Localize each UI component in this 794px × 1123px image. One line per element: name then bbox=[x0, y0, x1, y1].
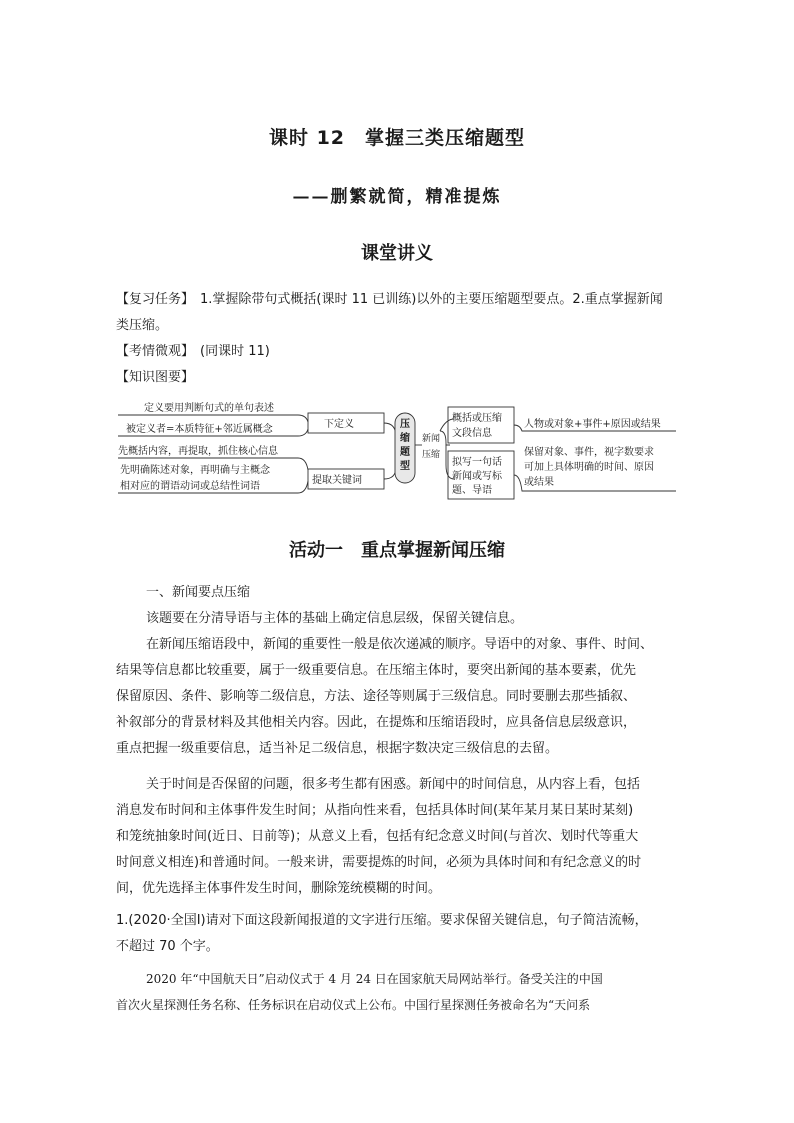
material-line: 首次火星探测任务名称、任务标识在启动仪式上公布。中国行星探测任务被命名为“天问系 bbox=[116, 998, 591, 1012]
activity-subheading: 一、新闻要点压缩 bbox=[146, 585, 251, 600]
exam-label: 【考情微观】 bbox=[116, 344, 195, 359]
exam-line bbox=[116, 339, 270, 365]
diagram-left-item: 相对应的谓语动词或总结性词语 bbox=[120, 481, 260, 492]
center-char: 缩 bbox=[400, 433, 410, 444]
activity-title: 活动一 重点掌握新闻压缩 bbox=[289, 540, 505, 561]
diagram-left-item: 定义要用判断句式的单句表述 bbox=[144, 403, 274, 414]
section-heading: 课堂讲义 bbox=[361, 243, 433, 264]
right-box-2-line: 题、导语 bbox=[452, 485, 492, 496]
method-define: 下定义 bbox=[324, 419, 354, 430]
right-box-1-line: 概括或压缩 bbox=[452, 413, 502, 424]
right-desc-1: 人物或对象+事件+原因或结果 bbox=[524, 419, 661, 430]
right-box-2-line: 拟写一句话 bbox=[452, 457, 502, 468]
center-char: 题 bbox=[400, 447, 410, 458]
review-line-1 bbox=[116, 287, 663, 313]
center-char: 压 bbox=[400, 419, 410, 430]
diagram-left-item: 被定义者=本质特征+邻近属概念 bbox=[126, 424, 273, 435]
paragraph-line: 和笼统抽象时间(近日、日前等)；从意义上看，包括有纪念意义时间(与首次、划时代等重大 bbox=[116, 829, 639, 844]
paragraph-line: 在新闻压缩语段中，新闻的重要性一般是依次递减的顺序。导语中的对象、事件、时间、 bbox=[146, 637, 654, 652]
question-line: 1.(2020·全国Ⅰ)请对下面这段新闻报道的文字进行压缩。要求保留关键信息，句子简洁流畅， bbox=[116, 913, 648, 928]
diagram-left-item: 先概括内容，再提取，抓住核心信息 bbox=[118, 446, 278, 457]
question-line: 不超过 70 个字。 bbox=[116, 939, 219, 954]
review-label: 【复习任务】 bbox=[116, 292, 195, 307]
review-line-2: 类压缩。 bbox=[116, 318, 169, 333]
paragraph-line: 该题要在分清导语与主体的基础上确定信息层级，保留关键信息。 bbox=[146, 611, 524, 626]
paragraph-line: 补叙部分的背景材料及其他相关内容。因此，在提炼和压缩语段时，应具备信息层级意识， bbox=[116, 715, 637, 730]
right-box-2-line: 新闻或写标 bbox=[452, 471, 502, 482]
paragraph-line: 关于时间是否保留的问题，很多考生都有困惑。新闻中的时间信息，从内容上看，包括 bbox=[146, 777, 641, 792]
page-subtitle: ——删繁就简，精准提炼 bbox=[292, 187, 502, 207]
right-desc-2-line: 保留对象、事件，视字数要求 bbox=[524, 447, 654, 458]
paragraph-line: 保留原因、条件、影响等二级信息，方法、途径等则属于三级信息。同时要删去那些插叙、 bbox=[116, 689, 637, 704]
knowledge-diagram bbox=[110, 395, 686, 505]
paragraph-line: 间，优先选择主体事件发生时间，删除笼统模糊的时间。 bbox=[116, 881, 442, 896]
right-box-1-line: 文段信息 bbox=[452, 428, 492, 439]
map-label: 【知识图要】 bbox=[116, 370, 195, 385]
right-desc-2-line: 可加上具体明确的时间、原因 bbox=[524, 462, 654, 473]
page-title: 课时 12 掌握三类压缩题型 bbox=[268, 127, 526, 149]
paragraph-line: 消息发布时间和主体事件发生时间；从指向性来看，包括具体时间(某年某月某日某时某刻) bbox=[116, 803, 634, 818]
right-desc-2-line: 或结果 bbox=[524, 477, 554, 488]
news-label-2: 压缩 bbox=[422, 450, 441, 460]
method-keywords: 提取关键词 bbox=[312, 475, 362, 486]
diagram-left-item: 先明确陈述对象，再明确与主概念 bbox=[120, 465, 270, 476]
paragraph-line: 时间意义相连)和普通时间。一般来讲，需要提炼的时间，必须为具体时间和有纪念意义的时 bbox=[116, 855, 642, 870]
news-label-1: 新闻 bbox=[422, 434, 441, 444]
paragraph-line: 结果等信息都比较重要，属于一级重要信息。在压缩主体时，要突出新闻的基本要素，优先 bbox=[116, 663, 637, 678]
paragraph-line: 重点把握一级重要信息，适当补足二级信息，根据字数决定三级信息的去留。 bbox=[116, 741, 559, 756]
center-char: 型 bbox=[400, 461, 410, 472]
exam-text: (同课时 11) bbox=[200, 344, 270, 359]
review-text: 1.掌握除带句式概括(课时 11 已训练)以外的主要压缩题型要点。2.重点掌握新闻 bbox=[200, 292, 663, 307]
material-line: 2020 年“中国航天日”启动仪式于 4 月 24 日在国家航天局网站举行。备受关注的中国 bbox=[146, 972, 603, 986]
